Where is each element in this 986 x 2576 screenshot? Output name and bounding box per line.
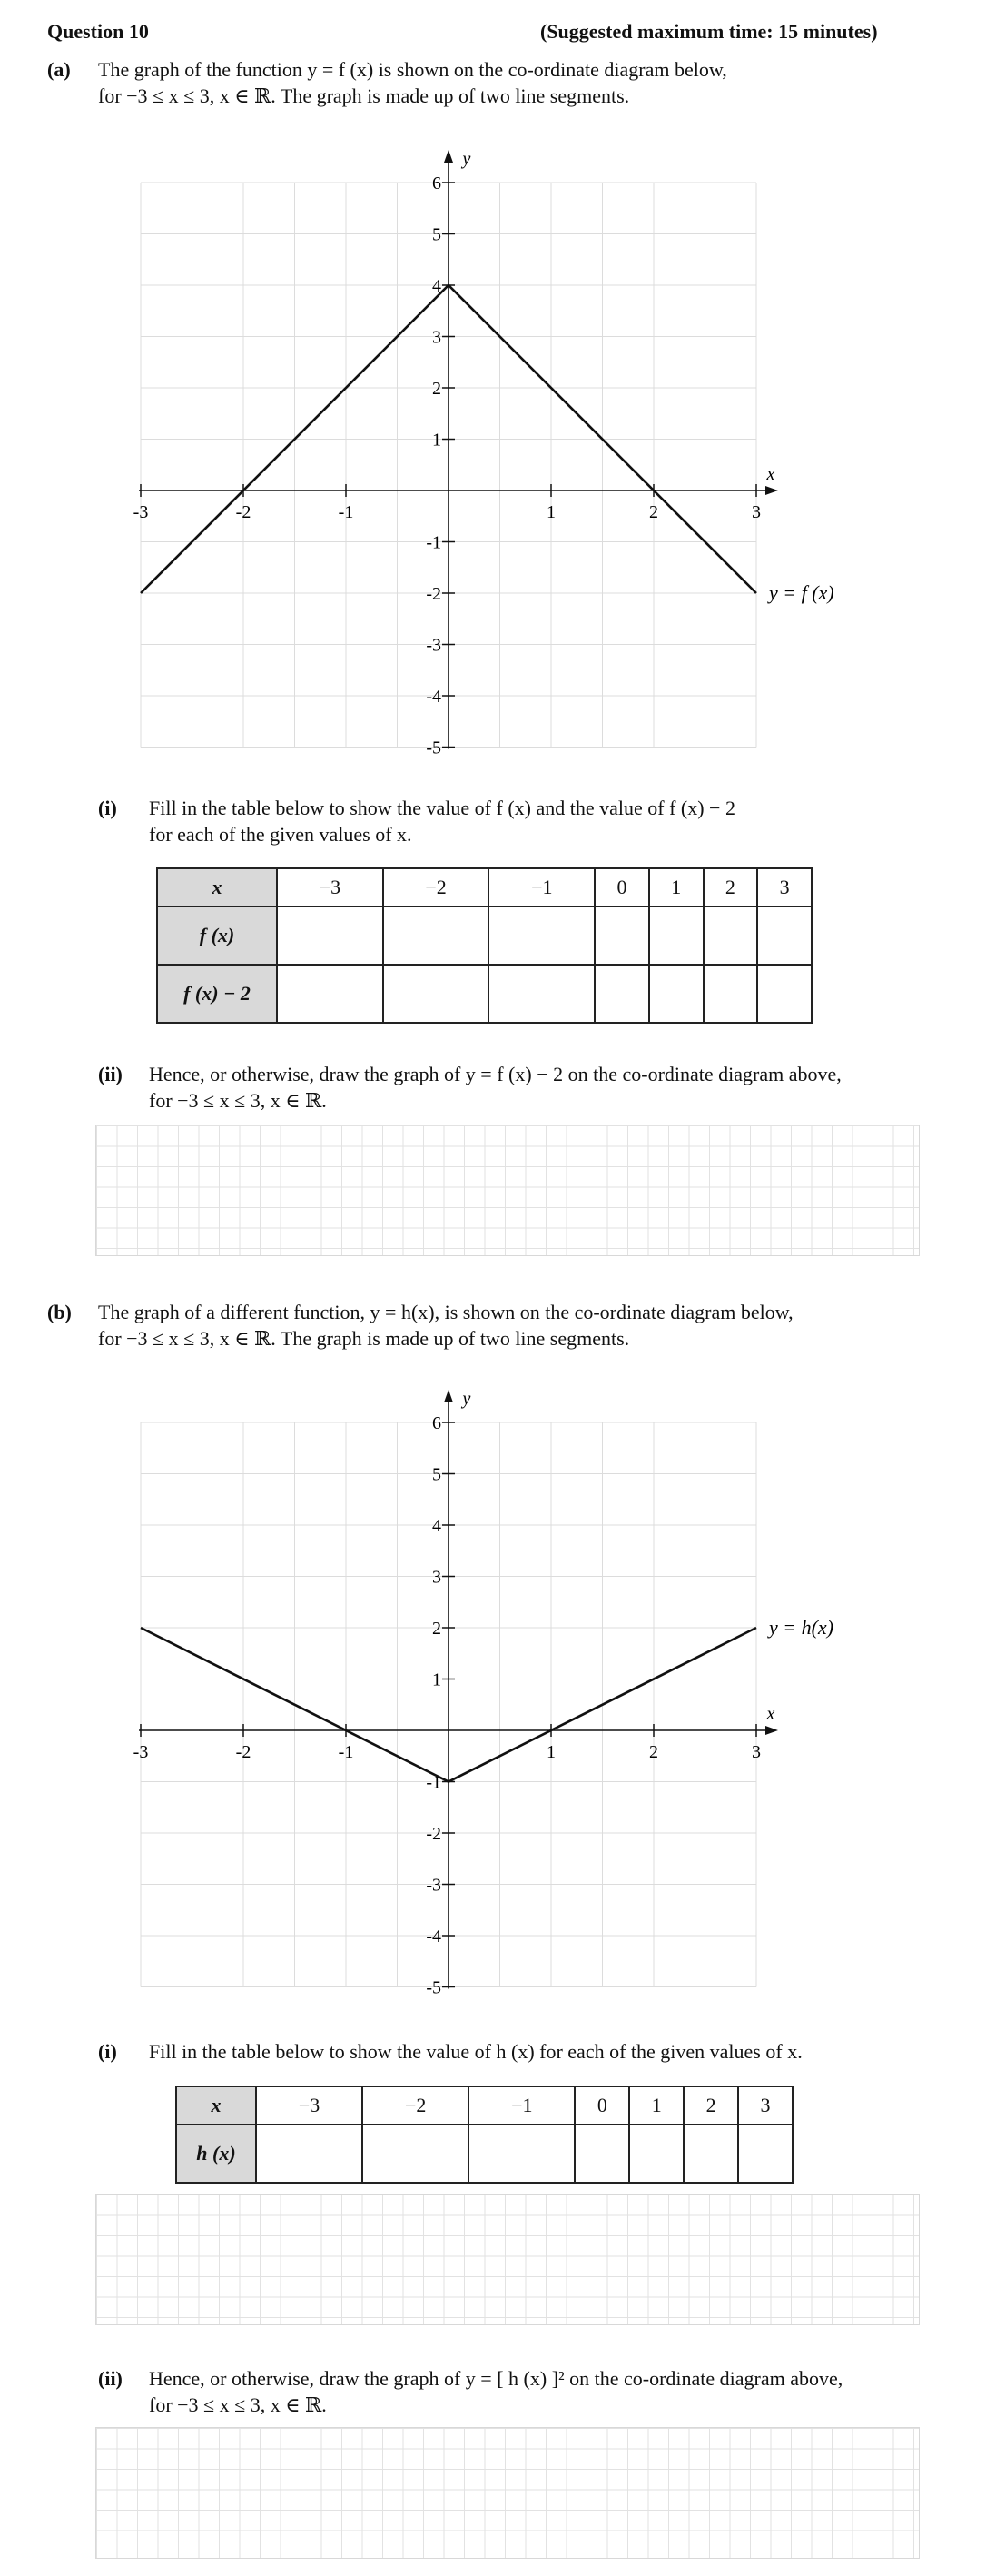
y-tick-label: -1: [426, 1772, 441, 1793]
y-tick-label: 2: [432, 379, 441, 399]
answer-cell[interactable]: [649, 907, 704, 965]
answer-cell[interactable]: [704, 907, 758, 965]
answer-cell[interactable]: [575, 2125, 629, 2183]
x-tick-label: -1: [338, 1742, 354, 1762]
curve-label: y = f (x): [769, 581, 834, 604]
table-row-hx: [176, 2125, 793, 2183]
part-b-ii-label: (ii): [98, 2367, 123, 2390]
part-a-label: (a): [47, 58, 71, 81]
answer-grid-a-ii[interactable]: [95, 1125, 920, 1256]
part-a-i-label: (i): [98, 797, 117, 819]
table-row-fx-minus-2: [157, 965, 812, 1023]
y-tick-label: 6: [432, 173, 441, 193]
table-row-label-fx: f (x): [157, 907, 277, 965]
y-tick-label: 4: [432, 1516, 441, 1536]
part-a-intro-line-2: for −3 ≤ x ≤ 3, x ∈ ℝ. The graph is made up of two line segments.: [98, 84, 630, 107]
y-tick-label: 5: [432, 1464, 441, 1485]
x-tick-label: -2: [235, 502, 251, 522]
table-x-value: 1: [629, 2086, 684, 2125]
answer-cell[interactable]: [468, 2125, 575, 2183]
answer-cell[interactable]: [757, 965, 812, 1023]
part-a-intro-line-1: The graph of the function y = f (x) is shown on the co-ordinate diagram below,: [98, 58, 727, 81]
table-row-fx: [157, 907, 812, 965]
table-x-value: −2: [383, 868, 489, 907]
x-axis-label: x: [766, 464, 775, 484]
part-a-ii-label: (ii): [98, 1063, 123, 1085]
table-row-label-hx: h (x): [176, 2125, 256, 2183]
y-tick-label: -3: [426, 1875, 441, 1896]
part-b-label: (b): [47, 1301, 72, 1323]
x-axis-label: x: [766, 1704, 775, 1724]
x-tick-label: -1: [338, 502, 354, 522]
part-b-i-label: (i): [98, 2040, 117, 2063]
y-tick-label: 5: [432, 224, 441, 245]
table-x-value: 2: [684, 2086, 738, 2125]
answer-cell[interactable]: [684, 2125, 738, 2183]
graph-f: [0, 136, 986, 772]
question-title: Question 10: [47, 20, 149, 43]
y-tick-label: 2: [432, 1619, 441, 1639]
answer-grid-b-i[interactable]: [95, 2194, 920, 2325]
part-a-ii-line-2: for −3 ≤ x ≤ 3, x ∈ ℝ.: [149, 1089, 327, 1112]
table-x-value: 2: [704, 868, 758, 907]
table-header-x: x: [157, 868, 277, 907]
y-axis-label: y: [462, 149, 471, 169]
answer-cell[interactable]: [383, 965, 489, 1023]
x-tick-label: 3: [752, 1742, 761, 1762]
answer-cell[interactable]: [362, 2125, 468, 2183]
x-axis-arrow: [765, 1726, 778, 1735]
y-axis-arrow: [444, 150, 453, 163]
y-tick-label: -4: [426, 687, 441, 707]
table-f-values: [156, 867, 813, 1024]
y-tick-label: -5: [426, 738, 441, 758]
x-tick-label: 3: [752, 502, 761, 522]
part-b-ii-line-1: Hence, or otherwise, draw the graph of y = [ h (x) ]² on the co-ordinate diagram above,: [149, 2367, 843, 2390]
table-header-row: [157, 868, 812, 907]
answer-cell[interactable]: [488, 907, 595, 965]
y-axis-arrow: [444, 1390, 453, 1402]
table-x-value: −3: [256, 2086, 362, 2125]
answer-cell[interactable]: [595, 907, 649, 965]
table-x-value: 0: [595, 868, 649, 907]
x-tick-label: 2: [649, 502, 658, 522]
part-a-ii-line-1: Hence, or otherwise, draw the graph of y = f (x) − 2 on the co-ordinate diagram above,: [149, 1063, 842, 1085]
x-tick-label: 2: [649, 1742, 658, 1762]
table-x-value: 3: [738, 2086, 793, 2125]
y-tick-label: 6: [432, 1413, 441, 1433]
table-x-value: 1: [649, 868, 704, 907]
part-b-i-line-1: Fill in the table below to show the value of h (x) for each of the given values of x.: [149, 2040, 803, 2063]
table-x-value: 0: [575, 2086, 629, 2125]
table-h-values: [175, 2086, 794, 2184]
table-row-label-fx-minus-2: f (x) − 2: [157, 965, 277, 1023]
answer-cell[interactable]: [629, 2125, 684, 2183]
x-tick-label: -2: [235, 1742, 251, 1762]
y-tick-label: -2: [426, 584, 441, 604]
y-tick-label: -2: [426, 1824, 441, 1844]
answer-cell[interactable]: [488, 965, 595, 1023]
y-tick-label: 3: [432, 1567, 441, 1588]
y-axis-label: y: [462, 1389, 471, 1409]
table-x-value: −1: [488, 868, 595, 907]
x-tick-label: 1: [547, 502, 556, 522]
x-tick-label: -3: [133, 502, 149, 522]
x-tick-label: -3: [133, 1742, 149, 1762]
answer-cell[interactable]: [383, 907, 489, 965]
part-a-i-line-1: Fill in the table below to show the value of f (x) and the value of f (x) − 2: [149, 797, 735, 819]
answer-cell[interactable]: [277, 965, 383, 1023]
answer-cell[interactable]: [738, 2125, 793, 2183]
answer-cell[interactable]: [704, 965, 758, 1023]
answer-cell[interactable]: [757, 907, 812, 965]
answer-cell[interactable]: [256, 2125, 362, 2183]
table-x-value: −1: [468, 2086, 575, 2125]
answer-cell[interactable]: [277, 907, 383, 965]
table-x-value: 3: [757, 868, 812, 907]
y-tick-label: -5: [426, 1977, 441, 1998]
graph-h: [0, 1376, 986, 2012]
time-note: (Suggested maximum time: 15 minutes): [540, 20, 878, 43]
y-tick-label: 3: [432, 327, 441, 348]
table-header-row: [176, 2086, 793, 2125]
table-header-x: x: [176, 2086, 256, 2125]
answer-cell[interactable]: [595, 965, 649, 1023]
y-tick-label: -3: [426, 635, 441, 656]
y-tick-label: 1: [432, 1669, 441, 1690]
answer-grid-b-ii[interactable]: [95, 2427, 920, 2559]
curve-label: y = h(x): [769, 1616, 834, 1639]
table-x-value: −2: [362, 2086, 468, 2125]
part-a-i-line-2: for each of the given values of x.: [149, 823, 412, 846]
x-axis-arrow: [765, 486, 778, 495]
y-tick-label: 4: [432, 276, 441, 296]
part-b-intro-line-2: for −3 ≤ x ≤ 3, x ∈ ℝ. The graph is made up of two line segments.: [98, 1327, 630, 1350]
y-tick-label: -4: [426, 1927, 441, 1947]
y-tick-label: -1: [426, 532, 441, 553]
y-tick-label: 1: [432, 430, 441, 451]
answer-cell[interactable]: [649, 965, 704, 1023]
part-b-intro-line-1: The graph of a different function, y = h(x), is shown on the co-ordinate diagram below,: [98, 1301, 794, 1323]
part-b-ii-line-2: for −3 ≤ x ≤ 3, x ∈ ℝ.: [149, 2393, 327, 2416]
x-tick-label: 1: [547, 1742, 556, 1762]
table-x-value: −3: [277, 868, 383, 907]
